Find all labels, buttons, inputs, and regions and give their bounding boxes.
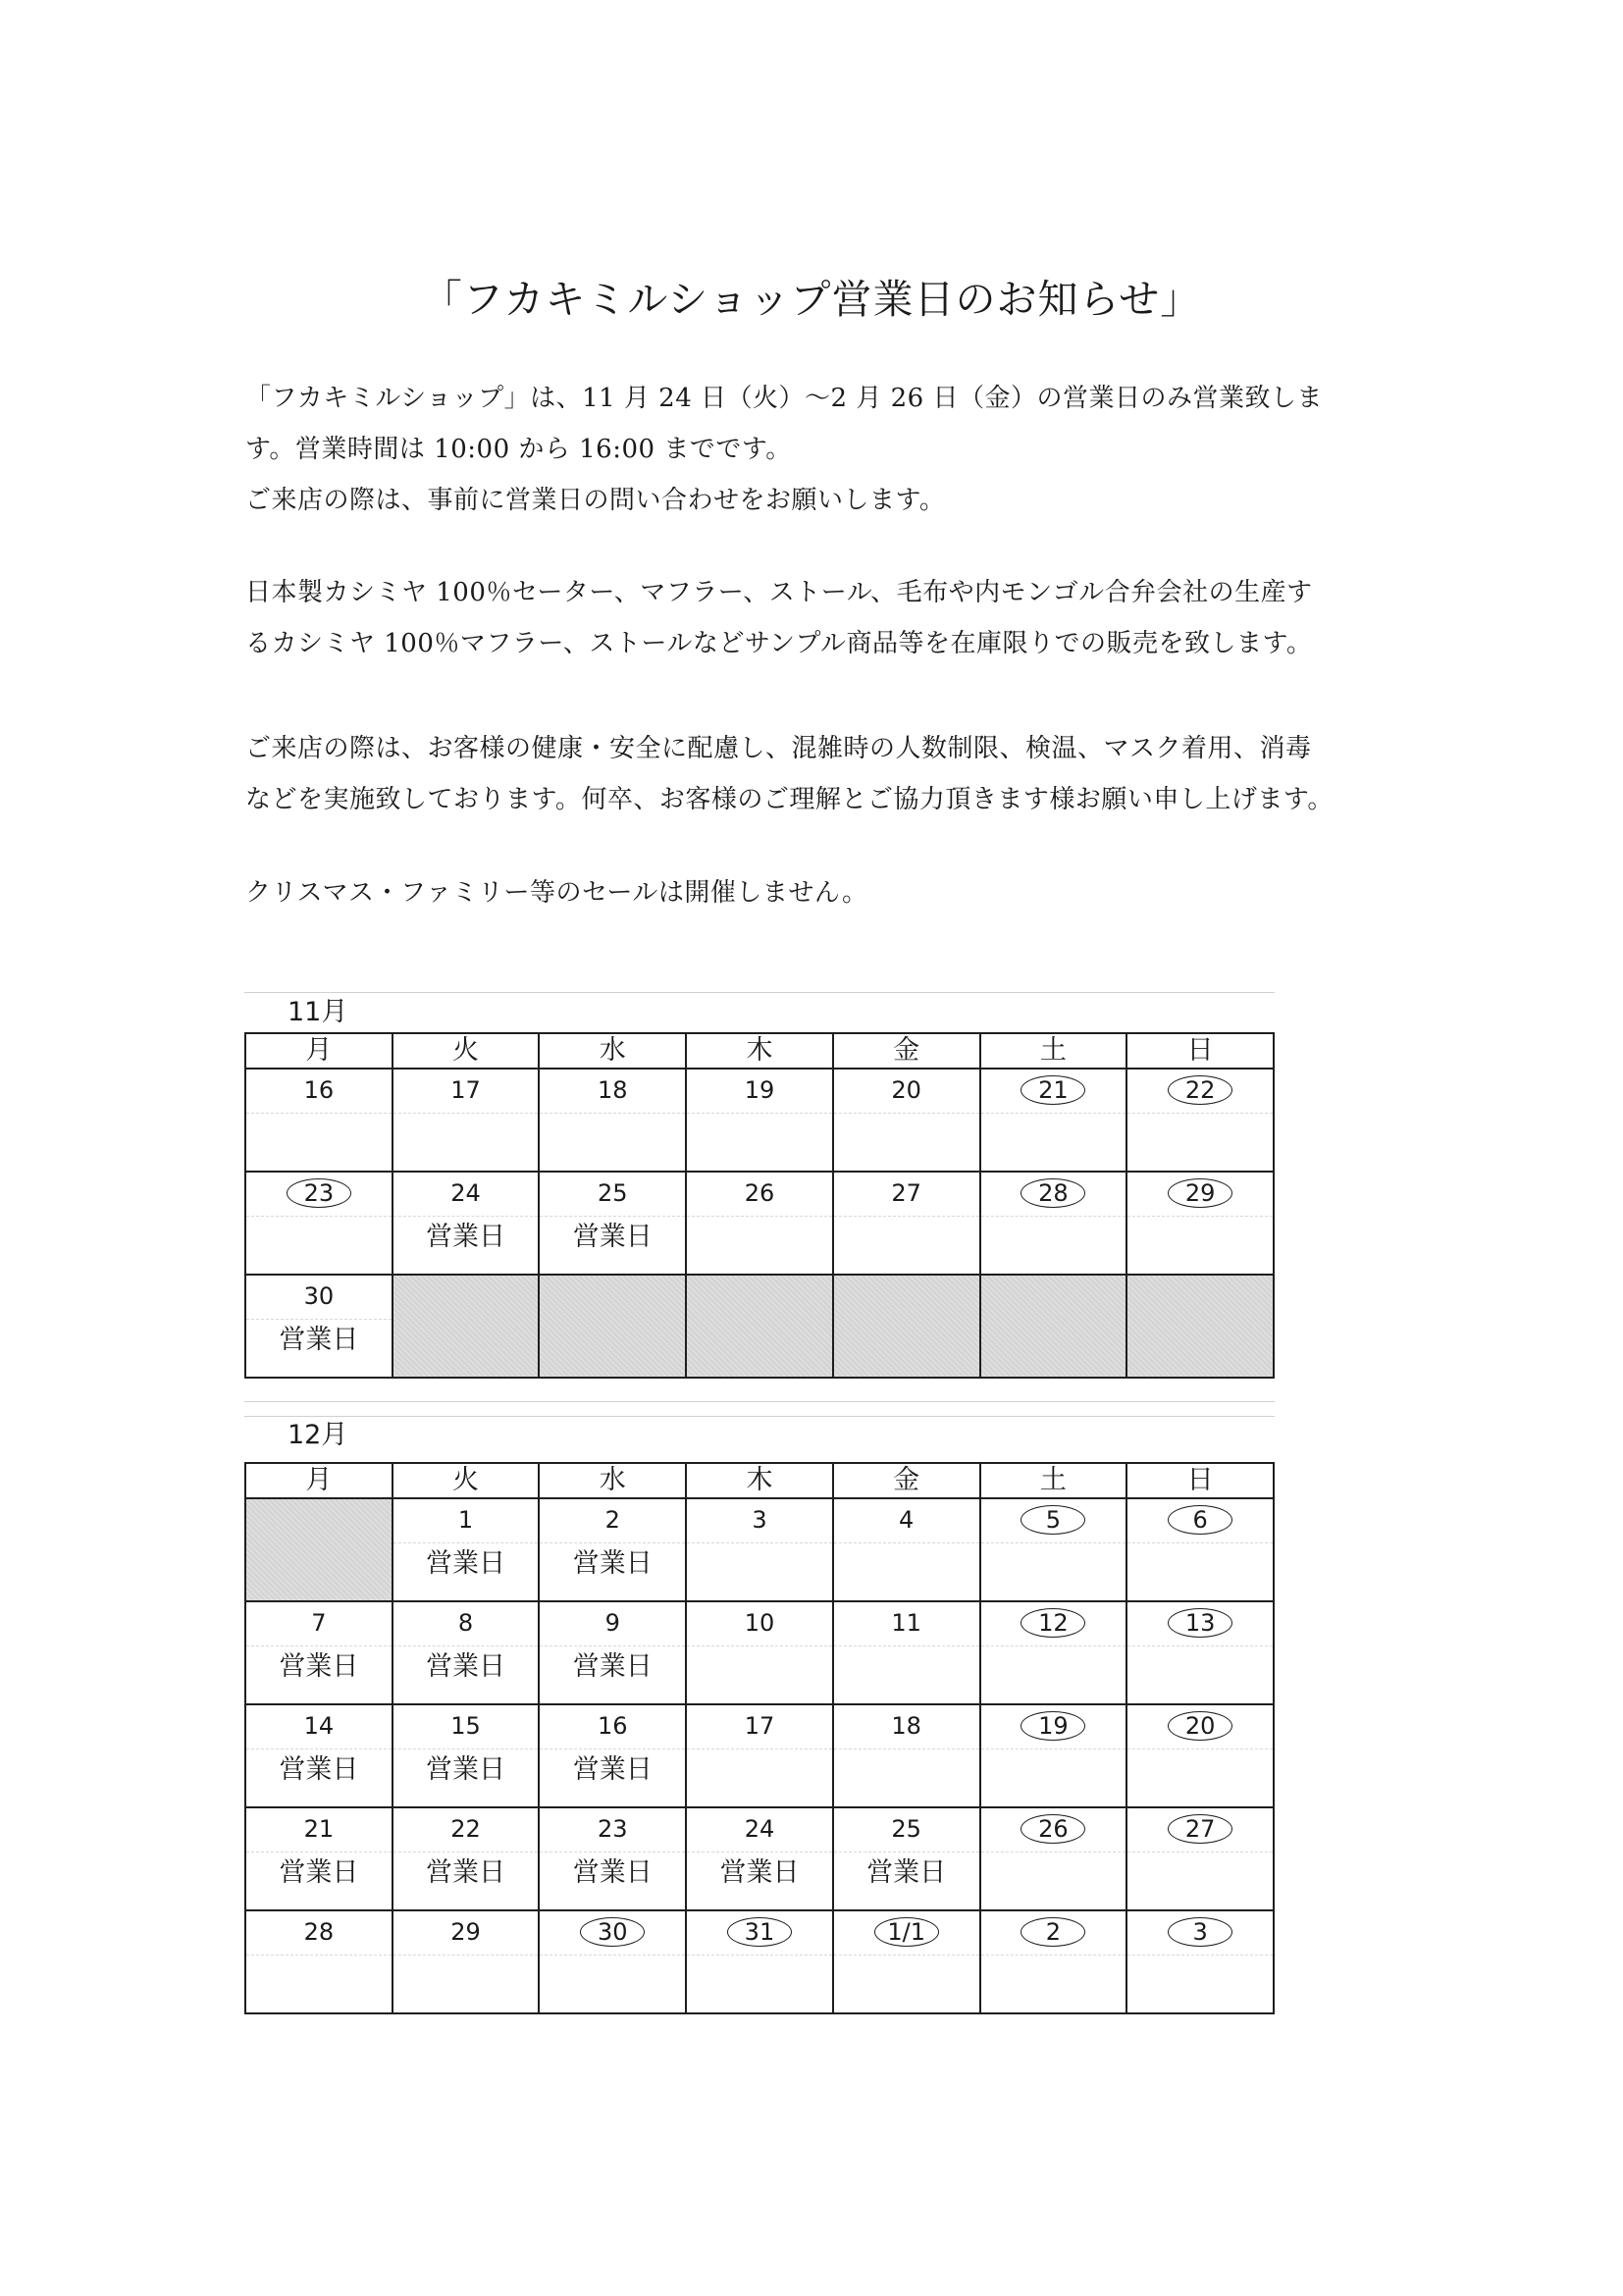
calendar-week: [245, 1601, 1274, 1704]
holiday-day-cell: [686, 1910, 833, 2013]
holiday-day-cell: [1126, 1601, 1274, 1704]
day-number: 10: [744, 1609, 775, 1637]
cell-guide: [246, 1955, 392, 1956]
cell-guide: [834, 1748, 979, 1749]
holiday-day-cell: [980, 1704, 1127, 1807]
weekday-header: 金: [833, 1033, 980, 1069]
cell-guide: [981, 1542, 1126, 1543]
grid-guide: [244, 1416, 1275, 1417]
open-day-cell: [833, 1807, 980, 1910]
circled-day-number: 30: [580, 1917, 645, 1947]
weekday-header: 日: [1126, 1463, 1274, 1498]
cell-guide: [981, 1748, 1126, 1749]
text-line: す。営業時間は 10:00 から 16:00 までです。: [245, 435, 792, 464]
grid-guide: [244, 992, 1275, 993]
holiday-day-cell: [980, 1910, 1127, 2013]
cell-guide: [393, 1113, 539, 1114]
month-label-november: 11月: [288, 997, 348, 1027]
cell-guide: [687, 1542, 832, 1543]
day-number: 25: [891, 1815, 921, 1843]
calendar-november: [244, 1032, 1275, 1379]
cell-guide: [834, 1113, 979, 1114]
cell-guide: [393, 1748, 539, 1749]
day-number: 19: [744, 1076, 775, 1104]
weekday-header: 土: [980, 1463, 1127, 1498]
cell-guide: [540, 1645, 685, 1646]
cell-guide: [1127, 1645, 1273, 1646]
day-number: 11: [891, 1609, 921, 1637]
open-day-label: 営業日: [426, 1754, 506, 1785]
open-day-cell: [539, 1807, 686, 1910]
holiday-day-cell: [1126, 1069, 1274, 1172]
open-day-label: 営業日: [426, 1222, 506, 1252]
day-cell: [393, 1069, 540, 1172]
holiday-day-cell: [980, 1172, 1127, 1275]
open-day-cell: [539, 1498, 686, 1601]
open-day-cell: [686, 1807, 833, 1910]
day-number: 30: [303, 1282, 335, 1310]
open-day-cell: [393, 1601, 540, 1704]
open-day-cell: [245, 1807, 393, 1910]
open-day-label: 営業日: [866, 1857, 947, 1888]
day-number: 21: [303, 1815, 335, 1843]
day-cell: [539, 1069, 686, 1172]
empty-day-cell: [1126, 1275, 1274, 1378]
circled-day-number: 1/1: [874, 1917, 939, 1947]
day-number: 28: [303, 1918, 335, 1946]
cell-guide: [1127, 1542, 1273, 1543]
day-number: 24: [744, 1815, 775, 1843]
day-number: 18: [891, 1712, 921, 1740]
cell-guide: [981, 1645, 1126, 1646]
weekday-header: 水: [539, 1033, 686, 1069]
day-number: 23: [597, 1815, 628, 1843]
cell-guide: [1127, 1216, 1273, 1217]
cell-guide: [687, 1645, 832, 1646]
sale-paragraph: [245, 867, 1403, 918]
circled-day-number: 2: [1021, 1917, 1085, 1947]
weekday-header: 水: [539, 1463, 686, 1498]
notice-title: 「フカキミルショップ営業日のお知らせ」: [421, 276, 1202, 323]
open-day-label: 営業日: [426, 1651, 506, 1682]
cell-guide: [1127, 1955, 1273, 1956]
open-day-cell: [393, 1172, 540, 1275]
open-day-cell: [393, 1807, 540, 1910]
day-number: 17: [744, 1712, 775, 1740]
weekday-header: 木: [686, 1033, 833, 1069]
day-cell: [686, 1704, 833, 1807]
day-number: 25: [597, 1179, 628, 1207]
day-number: 18: [597, 1076, 628, 1104]
products-paragraph: [245, 567, 1403, 669]
open-day-label: 営業日: [279, 1857, 359, 1888]
day-number: 29: [450, 1918, 481, 1946]
empty-day-cell: [686, 1275, 833, 1378]
open-day-cell: [245, 1275, 393, 1378]
open-day-label: 営業日: [426, 1548, 506, 1579]
calendar-week: [245, 1498, 1274, 1601]
open-day-label: 営業日: [279, 1325, 359, 1355]
open-day-cell: [393, 1498, 540, 1601]
day-number: 9: [604, 1609, 620, 1637]
holiday-day-cell: [539, 1910, 686, 2013]
open-day-cell: [539, 1601, 686, 1704]
day-number: 15: [450, 1712, 481, 1740]
cell-guide: [393, 1542, 539, 1543]
day-cell: [686, 1498, 833, 1601]
text-line: るカシミヤ 100％マフラー、ストールなどサンプル商品等を在庫限りでの販売を致します。: [245, 629, 1313, 658]
cell-guide: [1127, 1113, 1273, 1114]
calendar-week: [245, 1807, 1274, 1910]
day-number: 26: [744, 1179, 775, 1207]
day-number: 7: [311, 1609, 327, 1637]
day-cell: [833, 1704, 980, 1807]
cell-guide: [540, 1542, 685, 1543]
day-number: 8: [457, 1609, 474, 1637]
cell-guide: [981, 1216, 1126, 1217]
empty-day-cell: [980, 1275, 1127, 1378]
cell-guide: [393, 1955, 539, 1956]
circled-day-number: 6: [1168, 1505, 1232, 1535]
text-line: などを実施致しております。何卒、お客様のご理解とご協力頂きます様お願い申し上げます。: [245, 785, 1334, 814]
holiday-day-cell: [980, 1807, 1127, 1910]
cell-guide: [834, 1955, 979, 1956]
cell-guide: [540, 1955, 685, 1956]
day-cell: [833, 1172, 980, 1275]
circled-day-number: 13: [1168, 1608, 1232, 1638]
grid-guide: [244, 1401, 1275, 1402]
empty-day-cell: [833, 1275, 980, 1378]
weekday-header: 月: [245, 1033, 393, 1069]
day-cell: [686, 1172, 833, 1275]
cell-guide: [834, 1542, 979, 1543]
text-line: ご来店の際は、お客様の健康・安全に配慮し、混雑時の人数制限、検温、マスク着用、消毒: [245, 734, 1312, 763]
circled-day-number: 19: [1021, 1711, 1085, 1741]
holiday-day-cell: [245, 1172, 393, 1275]
open-day-label: 営業日: [572, 1857, 653, 1888]
calendar-week: [245, 1704, 1274, 1807]
open-day-label: 営業日: [426, 1857, 506, 1888]
weekday-header: 日: [1126, 1033, 1274, 1069]
cell-guide: [834, 1216, 979, 1217]
cell-guide: [246, 1319, 392, 1320]
circled-day-number: 28: [1021, 1178, 1085, 1208]
holiday-day-cell: [980, 1498, 1127, 1601]
cell-guide: [540, 1216, 685, 1217]
day-number: 2: [604, 1506, 620, 1534]
day-cell: [245, 1910, 393, 2013]
cell-guide: [687, 1955, 832, 1956]
circled-day-number: 29: [1168, 1178, 1232, 1208]
empty-day-cell: [245, 1498, 393, 1601]
circled-day-number: 22: [1168, 1075, 1232, 1105]
day-cell: [833, 1069, 980, 1172]
calendar-week: [245, 1275, 1274, 1378]
circled-day-number: 5: [1021, 1505, 1085, 1535]
day-number: 16: [597, 1712, 628, 1740]
day-cell: [393, 1910, 540, 2013]
open-day-label: 営業日: [719, 1857, 800, 1888]
day-number: 22: [450, 1815, 481, 1843]
text-line: ご来店の際は、事前に営業日の問い合わせをお願いします。: [245, 486, 946, 515]
circled-day-number: 20: [1168, 1711, 1232, 1741]
open-day-label: 営業日: [572, 1651, 653, 1682]
holiday-day-cell: [1126, 1704, 1274, 1807]
cell-guide: [246, 1216, 392, 1217]
text-line: 日本製カシミヤ 100％セーター、マフラー、ストール、毛布や内モンゴル合弁会社の生産す: [245, 578, 1313, 607]
day-number: 1: [457, 1506, 474, 1534]
day-number: 27: [891, 1179, 921, 1207]
day-number: 14: [303, 1712, 335, 1740]
cell-guide: [687, 1216, 832, 1217]
open-day-label: 営業日: [572, 1222, 653, 1252]
open-day-label: 営業日: [572, 1754, 653, 1785]
holiday-day-cell: [1126, 1910, 1274, 2013]
empty-day-cell: [539, 1275, 686, 1378]
empty-day-cell: [393, 1275, 540, 1378]
open-day-cell: [245, 1601, 393, 1704]
cell-guide: [540, 1748, 685, 1749]
cell-guide: [687, 1113, 832, 1114]
holiday-day-cell: [980, 1601, 1127, 1704]
circled-day-number: 23: [287, 1178, 351, 1208]
open-day-label: 営業日: [279, 1754, 359, 1785]
text-line: クリスマス・ファミリー等のセールは開催しません。: [245, 878, 868, 908]
circled-day-number: 27: [1168, 1814, 1232, 1844]
day-cell: [833, 1498, 980, 1601]
cell-guide: [981, 1113, 1126, 1114]
cell-guide: [246, 1113, 392, 1114]
month-label-december: 12月: [288, 1420, 348, 1450]
cell-guide: [393, 1645, 539, 1646]
cell-guide: [246, 1645, 392, 1646]
day-cell: [245, 1069, 393, 1172]
text-line: 「フカキミルショップ」は、11 月 24 日（火）～2 月 26 日（金）の営業日のみ営業致しま: [245, 384, 1323, 413]
calendar-week: [245, 1172, 1274, 1275]
weekday-header: 土: [980, 1033, 1127, 1069]
cell-guide: [687, 1748, 832, 1749]
cell-guide: [246, 1748, 392, 1749]
holiday-day-cell: [1126, 1172, 1274, 1275]
open-day-cell: [539, 1704, 686, 1807]
circled-day-number: 3: [1168, 1917, 1232, 1947]
holiday-day-cell: [1126, 1498, 1274, 1601]
day-number: 17: [450, 1076, 481, 1104]
cell-guide: [834, 1645, 979, 1646]
open-day-cell: [393, 1704, 540, 1807]
open-day-label: 営業日: [572, 1548, 653, 1579]
day-number: 4: [899, 1506, 915, 1534]
weekday-header: 金: [833, 1463, 980, 1498]
weekday-header: 火: [393, 1033, 540, 1069]
cell-guide: [981, 1955, 1126, 1956]
calendar-week: [245, 1910, 1274, 2013]
open-day-cell: [539, 1172, 686, 1275]
holiday-day-cell: [980, 1069, 1127, 1172]
day-cell: [686, 1601, 833, 1704]
day-number: 3: [752, 1506, 767, 1534]
weekday-header: 火: [393, 1463, 540, 1498]
circled-day-number: 12: [1021, 1608, 1085, 1638]
safety-paragraph: [245, 723, 1403, 825]
open-day-label: 営業日: [279, 1651, 359, 1682]
day-number: 16: [303, 1076, 335, 1104]
holiday-day-cell: [1126, 1807, 1274, 1910]
circled-day-number: 26: [1021, 1814, 1085, 1844]
cell-guide: [540, 1113, 685, 1114]
cell-guide: [1127, 1748, 1273, 1749]
cell-guide: [393, 1216, 539, 1217]
weekday-header: 木: [686, 1463, 833, 1498]
day-cell: [833, 1601, 980, 1704]
day-number: 20: [891, 1076, 921, 1104]
holiday-day-cell: [833, 1910, 980, 2013]
circled-day-number: 31: [727, 1917, 792, 1947]
day-cell: [686, 1069, 833, 1172]
circled-day-number: 21: [1021, 1075, 1085, 1105]
day-number: 24: [450, 1179, 481, 1207]
open-day-cell: [245, 1704, 393, 1807]
weekday-header: 月: [245, 1463, 393, 1498]
calendar-week: [245, 1069, 1274, 1172]
calendar-december: [244, 1462, 1275, 2014]
intro-paragraph: [245, 373, 1403, 526]
